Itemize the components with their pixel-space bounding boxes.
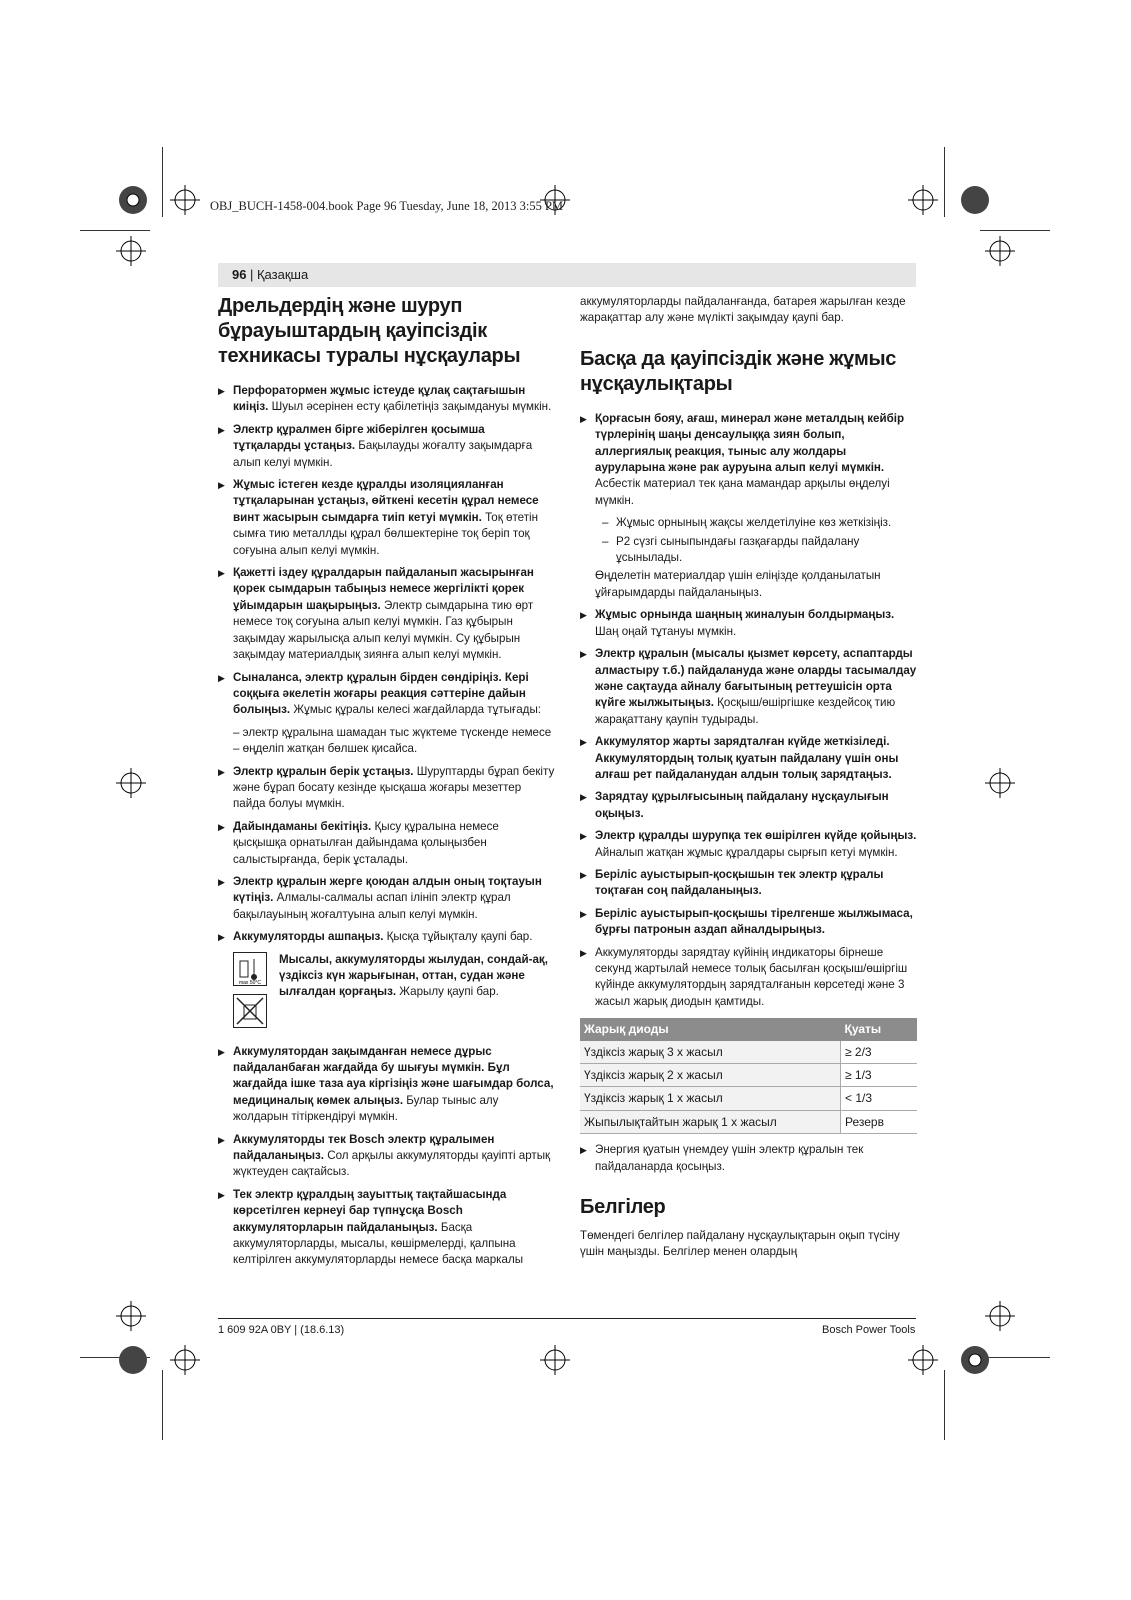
bullet-arrow-icon: ▶: [218, 480, 225, 491]
section-heading: Басқа да қауіпсіздік және жұмыс нұсқаулықтары: [580, 347, 897, 395]
footer-brand: Bosch Power Tools: [822, 1324, 916, 1336]
bullet-arrow-icon: ▶: [580, 908, 587, 919]
instruction-item: ▶ Электр құралын берік ұстаңыз. Шуруптарды бұрап бекіту және бұрап босату кезінде қысқаша жоғары мезеттер пайда болуы мүмкін.: [218, 764, 555, 811]
instruction-item: ▶ Беріліс ауыстырып-қосқышы тірелгенше жылжымаса, бұрғы патронын аздап айналдырыңыз.: [580, 906, 913, 937]
instruction-item: ▶ Электр құралын (мысалы қызмет көрсету, аспаптарды алмастыру т.б.) пайдалануда және оларды тасымалдау және сақтауда айналу бағытының реттеушісін орта күйге жылжытыңыз. Қосқыш/өшіргішке кездейсоқ тию жарақаттану қаупін тудырады.: [580, 647, 917, 726]
registration-mark-icon: [118, 185, 148, 215]
bullet-arrow-icon: ▶: [580, 869, 587, 880]
bullet-arrow-icon: ▶: [218, 672, 225, 683]
right-column: [580, 294, 917, 1261]
dash-item: – электр құралына шамадан тыс жүктеме түскенде немесе: [233, 725, 552, 739]
footer-divider: [218, 1318, 916, 1319]
print-header: OBJ_BUCH-1458-004.book Page 96 Tuesday, June 18, 2013 3:55 PM: [210, 199, 564, 213]
led-table: [580, 1018, 917, 1134]
bullet-arrow-icon: ▶: [580, 947, 587, 958]
bullet-arrow-icon: ▶: [218, 386, 225, 396]
registration-mark-icon: [118, 1345, 148, 1375]
instruction-item: ▶ Тек электр құралдың зауыттық тақтайшасында көрсетілген кернеуі бар түпнұсқа Bosch аккумуляторларын пайдаланыңыз. Басқа аккумуляторларды, мысалы, көшірмелерді, қалпына келтірілген аккумуляторларды немесе басқа маркалы: [218, 1187, 524, 1267]
bullet-arrow-icon: ▶: [218, 766, 225, 777]
section-heading: Дрельдердің және шуруп бұрауыштардың қауіпсіздік техникасы туралы нұсқаулары: [218, 295, 521, 367]
bullet-arrow-icon: ▶: [580, 610, 587, 621]
bullet-arrow-icon: ▶: [580, 1145, 587, 1156]
paragraph: Төмендегі белгілер пайдалану нұсқаулықтарын оқып түсіну үшін маңызды. Белгілер менен олардың: [580, 1229, 900, 1259]
registration-mark-icon: [116, 236, 146, 266]
instruction-item: ▶ Жұмыс істеген кезде құралды изоляцияланған тұтқаларынан ұстаңыз, өйткені кесетін құрал немесе винт жасырын сымдарға тиіп кетуі мүмкін. Тоқ өтетін сымға тию металлды құрал бөлшектеріне тоқ беріп тоқ соғуына алып келуі мүмкін.: [218, 478, 539, 557]
registration-mark-icon: [116, 1301, 146, 1331]
capacity-cell: ≥ 1/3: [841, 1064, 918, 1087]
icon-warning-block: [233, 952, 555, 1036]
heat-warning-icon: [233, 952, 267, 986]
registration-mark-icon: [540, 1345, 570, 1375]
instruction-item: ▶ Зарядтау құрылғысының пайдалану нұсқаулығын оқыңыз.: [580, 790, 889, 820]
registration-mark-icon: [985, 236, 1015, 266]
registration-mark-icon: [170, 185, 200, 215]
instruction-item: ▶ Электр құралмен бірге жіберілген қосымша тұтқаларды ұстаңыз. Бақылауды жоғалту зақымдарға алып келуі мүмкін.: [218, 422, 533, 469]
svg-text:max 50°C: max 50°C: [238, 979, 262, 985]
table-header: Қуаты: [841, 1018, 918, 1040]
registration-mark-icon: [960, 185, 990, 215]
bullet-arrow-icon: ▶: [218, 932, 225, 943]
registration-mark-icon: [170, 1345, 200, 1375]
instruction-item: ▶ Электр құралын жерге қоюдан алдын оның тоқтауын күтіңіз. Алмалы-салмалы аспап ілініп электр құрал бақылауының жоғалтуына алып келуі мүмкін.: [218, 874, 542, 921]
bullet-arrow-icon: ▶: [218, 568, 225, 579]
bullet-arrow-icon: ▶: [580, 413, 587, 424]
left-column: [218, 294, 555, 1275]
bullet-arrow-icon: ▶: [580, 792, 587, 803]
instruction-item: ▶ Аккумулятор жарты зарядталған күйде жеткізіледі. Аккумулятордың толық қуатын пайдалану үшін оны алғаш рет пайдаланудан алдын толық зарядтаңыз.: [580, 735, 899, 781]
registration-mark-icon: [908, 1345, 938, 1375]
instruction-item: ▶ Электр құралды шурупқа тек өшірілген күйде қойыңыз. Айналып жатқан жұмыс құралдары сырғып кетуі мүмкін.: [580, 829, 917, 859]
instruction-item: ▶ Аккумулятордан зақымданған немесе дұрыс пайдаланбаған жағдайда бу шығуы мүмкін. Бұл жағдайда ішке таза ауа кіргізіңіз және шағымдар болса, медициналық көмек алыңыз. Булар тыныс алу жолдарын тітіркендіруі мүмкін.: [218, 1044, 554, 1124]
dash-item: – P2 сүзгі сыныпындағы газқағарды пайдалану ұсынылады.: [602, 534, 860, 565]
instruction-item: ▶ Қорғасын бояу, ағаш, минерал және металдың кейбір түрлерінің шаңы денсаулыққа зиян болып, аллергиялық реакция, тыныс алу жолдары ауруларына және рак ауруына алып келуі мүмкін. Асбестік материал тек қана мамандар арқылы өңделуі мүмкін.: [580, 411, 905, 507]
dash-list: [218, 725, 555, 758]
instruction-item: ▶ Жұмыс орнында шаңның жиналуын болдырмаңыз. Шаң оңай тұтануы мүмкін.: [580, 608, 895, 638]
bullet-arrow-icon: ▶: [218, 1134, 225, 1145]
instruction-item: ▶ Беріліс ауыстырып-қосқышын тек электр құралы тоқтаған соң пайдаланыңыз.: [580, 867, 884, 898]
bullet-arrow-icon: ▶: [580, 737, 587, 748]
language-label: | Қазақша: [250, 267, 309, 282]
bullet-arrow-icon: ▶: [218, 424, 225, 435]
instruction-item: ▶ Аккумуляторды зарядтау күйінің индикаторы бірнеше секунд жартылай немесе толық басылған қосқыш/өшіргіш күйінде аккумулятордың зарядталғанын көрсетеді және 3 жасыл жарық диодын қамтиды.: [580, 945, 908, 1008]
instruction-item: ▶ Дайындаманы бекітіңіз. Қысу құралына немесе қысқышқа орнатылған дайындама қолыңызбен салыстырғанда, берік ұсталады.: [218, 819, 499, 866]
bullet-arrow-icon: ▶: [218, 876, 225, 887]
footer-code: 1 609 92A 0BY | (18.6.13): [218, 1324, 345, 1336]
bullet-arrow-icon: ▶: [218, 1046, 225, 1057]
instruction-item: ▶ Аккумуляторды ашпаңыз. Қысқа тұйықталу қаупі бар.: [218, 929, 555, 945]
led-state-cell: Үздіксіз жарық 2 х жасыл: [580, 1064, 841, 1087]
instruction-item: ▶ Қажетті іздеу құралдарын пайдаланып жасырынған қорек сымдарын табыңыз немесе жергілікті қорек ұйымдарын шақырыңыз. Электр сымдарына тию өрт немесе тоқ соғуына алып келуі мүмкін. Газ құбырын зақымдау жарылысқа алып келуі мүмкін. Су құбырын зақымдау материалдық зиянға алып келуі мүмкін.: [218, 566, 534, 662]
led-state-cell: Үздіксіз жарық 3 х жасыл: [580, 1041, 841, 1064]
bullet-arrow-icon: ▶: [580, 649, 587, 660]
registration-mark-icon: [116, 768, 146, 798]
warning-bold-text: Мысалы, аккумуляторды жылудан, сондай-ақ, үздіксіз күн жарығынан, оттан, судан және ылғалдан қорғаңыз.: [279, 952, 548, 999]
instruction-item: ▶ Энергия қуатын үнемдеу үшін электр құралын тек пайдаланарда қосыңыз.: [580, 1143, 864, 1173]
note-text: Өңделетін материалдар үшін еліңізде қолданылатын ұйғарымдарды пайдаланыңыз.: [595, 569, 881, 599]
registration-mark-icon: [985, 768, 1015, 798]
registration-mark-icon: [960, 1345, 990, 1375]
registration-mark-icon: [908, 185, 938, 215]
table-row: [580, 1041, 917, 1064]
section-heading: Белгілер: [580, 1196, 666, 1219]
table-row: [580, 1110, 917, 1133]
bullet-arrow-icon: ▶: [218, 1189, 225, 1200]
capacity-cell: Резерв: [841, 1110, 918, 1133]
no-water-fire-icon: [233, 994, 267, 1028]
page-header-bar: [218, 263, 916, 287]
instruction-item: ▶ Сыналанса, электр құралын бірден сөндіріңіз. Кері соққыға әкелетін жоғары реакция сәттеріне дайын болыңыз. Жұмыс құралы келесі жағдайларда тұтығады:: [218, 670, 542, 717]
led-state-cell: Үздіксіз жарық 1 х жасыл: [580, 1087, 841, 1110]
capacity-cell: ≥ 2/3: [841, 1041, 918, 1064]
page-number: 96: [232, 267, 247, 282]
dash-item: – Жұмыс орнының жақсы желдетілуіне көз жеткізіңіз.: [602, 516, 892, 530]
bullet-arrow-icon: ▶: [218, 821, 225, 832]
bullet-arrow-icon: ▶: [580, 831, 587, 842]
capacity-cell: < 1/3: [841, 1087, 918, 1110]
instruction-item: ▶ Аккумуляторды тек Bosch электр құралымен пайдаланыңыз. Сол арқылы аккумуляторды қауіпті артық жүктеуден сақтайсыз.: [218, 1132, 551, 1179]
continuation-text: аккумуляторларды пайдаланғанда, батарея жарылған кезде жарақаттар алу және мүлікті зақымдау қаупі бар.: [580, 295, 906, 325]
instruction-item: ▶ Перфоратормен жұмыс істеуде құлақ сақтағышын киіңіз. Шуыл әсерінен есту қабілетіңіз зақымдануы мүмкін.: [218, 384, 552, 414]
table-row: [580, 1087, 917, 1110]
warning-text: Жарылу қаупі бар.: [396, 985, 499, 999]
led-state-cell: Жыпылықтайтын жарық 1 х жасыл: [580, 1110, 841, 1133]
dash-item: – өңделіп жатқан бөлшек қисайса.: [233, 742, 418, 756]
registration-mark-icon: [985, 1301, 1015, 1331]
table-header: Жарық диоды: [580, 1018, 841, 1040]
table-row: [580, 1064, 917, 1087]
